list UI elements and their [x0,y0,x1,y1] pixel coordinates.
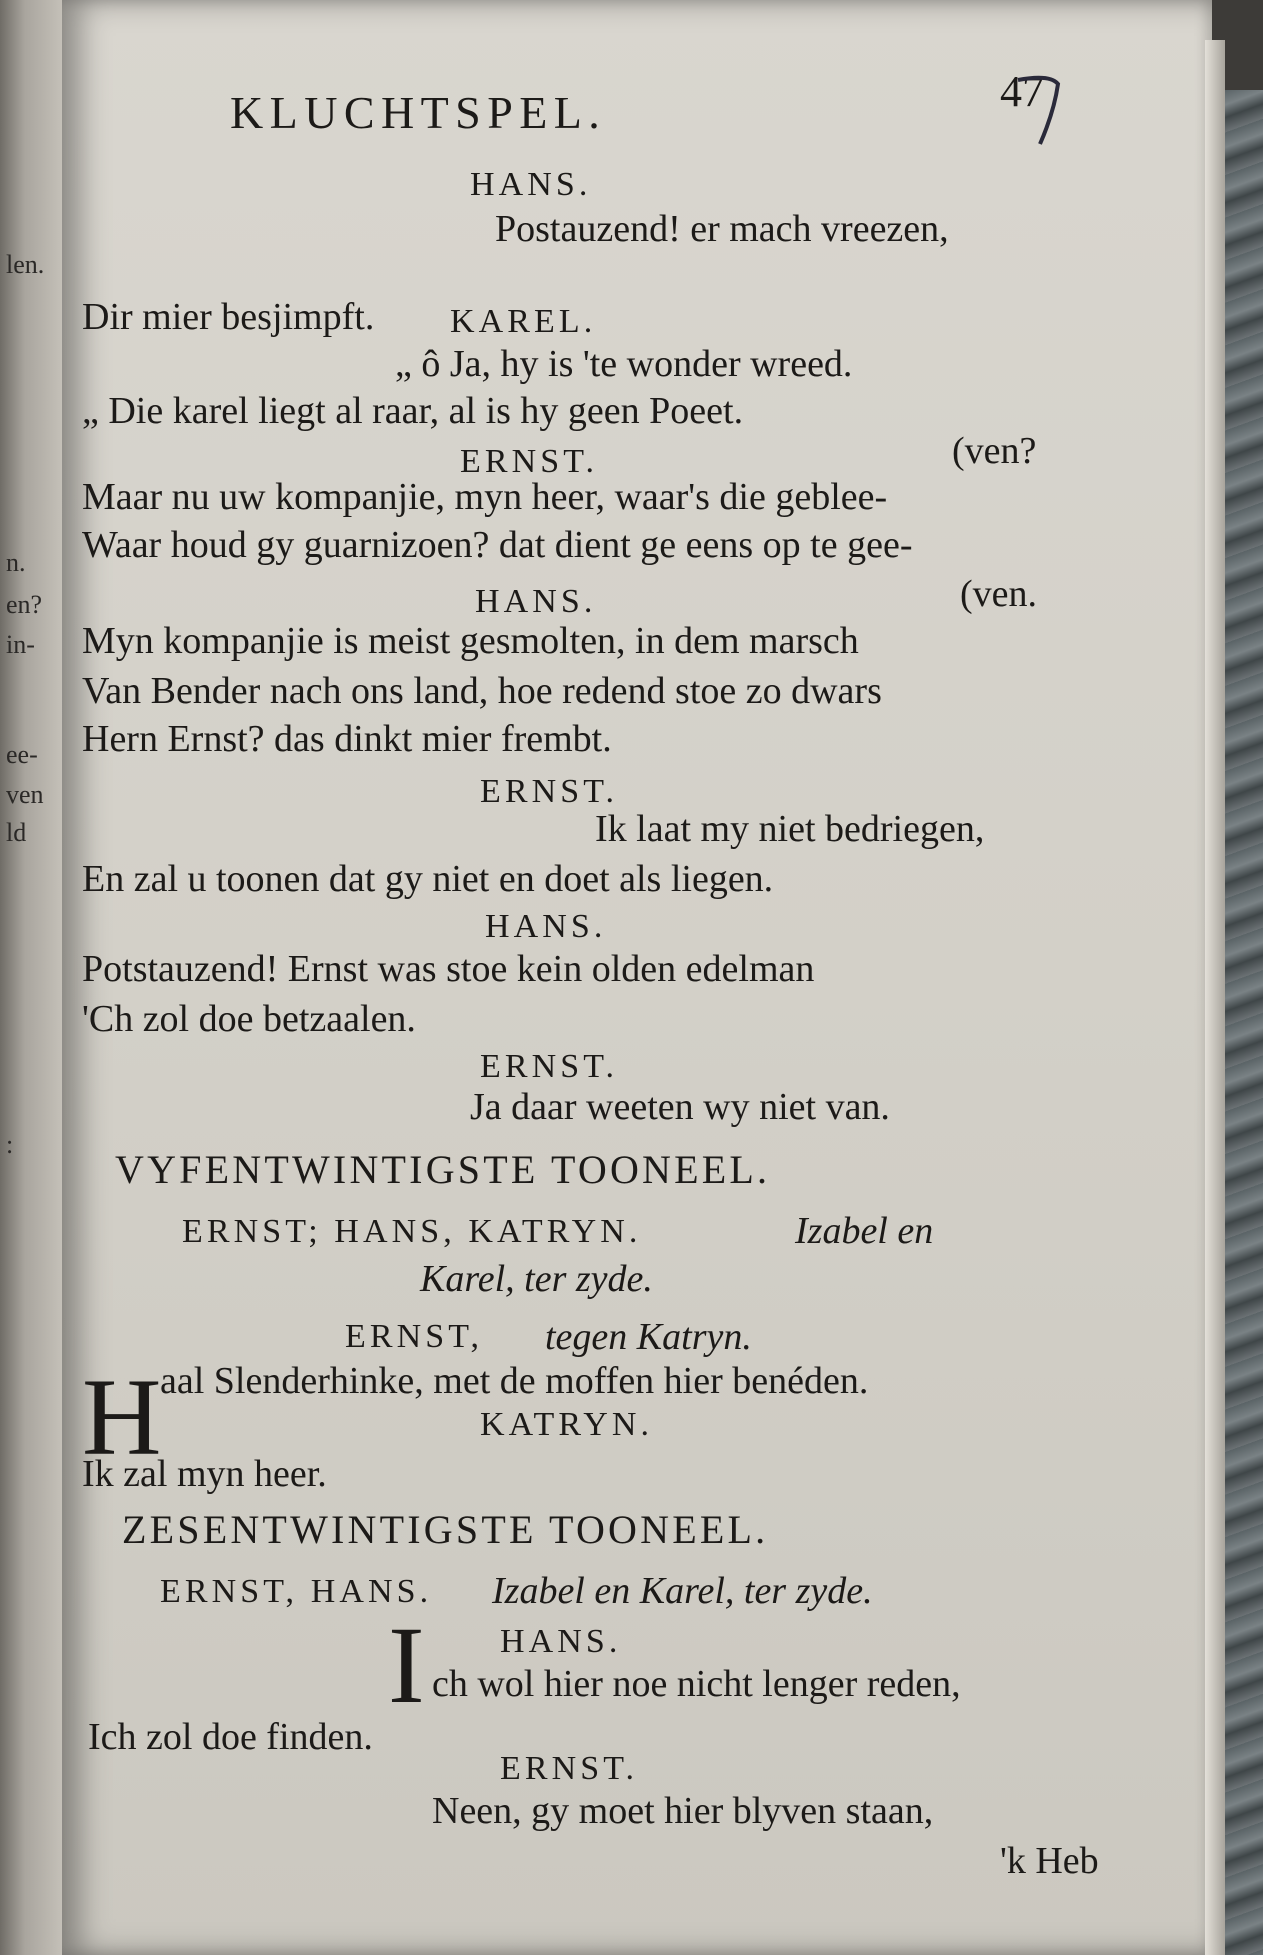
facing-page-fragment: n. [6,548,26,577]
cast-list-note: Izabel en Karel, ter zyde. [492,1570,873,1612]
drop-cap: H [82,1356,162,1478]
verse-line: Neen, gy moet hier blyven staan, [432,1790,934,1832]
facing-page-fragment: in- [6,630,35,659]
verse-line: Waar houd gy guarnizoen? dat dient ge eens op te gee- [82,524,913,566]
speaker-label: HANS. [470,166,592,203]
facing-page-edge [0,0,62,1955]
speaker-label: KATRYN. [480,1406,654,1443]
page-number: 47 [1000,67,1044,116]
verse-line: Ich zol doe finden. [88,1716,373,1758]
verse-line: Dir mier besjimpft. [82,296,375,338]
cast-list-note: Karel, ter zyde. [420,1258,653,1300]
facing-page-fragment: len. [6,250,45,279]
scene-heading: ZESENTWINTIGSTE TOONEEL. [122,1507,769,1552]
speaker-label: HANS. [475,583,597,620]
verse-line: 'Ch zol doe betzaalen. [82,998,416,1040]
marbled-cover [1225,90,1263,1955]
catchword: 'k Heb [1000,1840,1099,1882]
verse-line: Potstauzend! Ernst was stoe kein olden edelman [82,948,815,990]
verse-line: „ ô Ja, hy is 'te wonder wreed. [395,343,853,385]
speaker-label: HANS. [485,908,607,945]
verse-turnover: (ven. [960,573,1038,615]
verse-turnover: (ven? [952,430,1037,472]
speaker-label: KAREL. [450,303,597,340]
running-title: KLUCHTSPEL. [230,87,607,138]
stage-direction: tegen Katryn. [545,1316,752,1358]
verse-line: Van Bender nach ons land, hoe redend stoe zo dwars [82,670,882,712]
verse-line: Maar nu uw kompanjie, myn heer, waar's die geblee- [82,476,888,518]
verse-line: Ja daar weeten wy niet van. [470,1086,890,1128]
verse-line: Myn kompanjie is meist gesmolten, in dem marsch [82,620,859,662]
verse-line: Postauzend! er mach vreezen, [495,208,949,250]
verse-line: ch wol hier noe nicht lenger reden, [432,1663,961,1705]
speaker-label: ERNST. [460,443,599,480]
verse-line: „ Die karel liegt al raar, al is hy geen Poeet. [82,390,744,432]
drop-cap: I [388,1604,425,1726]
facing-page-fragment: en? [6,590,43,619]
verse-line: Ik zal myn heer. [82,1453,327,1495]
facing-page-fragment: : [6,1130,14,1159]
verse-line: aal Slenderhinke, met de moffen hier benéden. [160,1360,869,1402]
page-stack-edge [1205,40,1225,1955]
scene-heading: VYFENTWINTIGSTE TOONEEL. [115,1147,771,1192]
cast-list: ERNST; HANS, KATRYN. [182,1213,642,1250]
speaker-label: HANS. [500,1623,622,1660]
verse-line: Hern Ernst? das dinkt mier frembt. [82,718,612,760]
speaker-label: ERNST. [480,1048,619,1085]
cast-list: ERNST, HANS. [160,1573,433,1610]
verse-line: En zal u toonen dat gy niet en doet als liegen. [82,858,774,900]
facing-page-fragment: ld [6,818,27,847]
facing-page-fragment: ee- [6,740,38,769]
handwritten-mark [1010,72,1070,152]
cast-list-note: Izabel en [795,1210,934,1252]
facing-page-fragment: ven [6,780,44,809]
speaker-label: ERNST. [480,773,619,810]
speaker-label: ERNST. [500,1750,639,1787]
speaker-label: ERNST, [345,1318,484,1355]
verse-line: Ik laat my niet bedriegen, [595,808,985,850]
